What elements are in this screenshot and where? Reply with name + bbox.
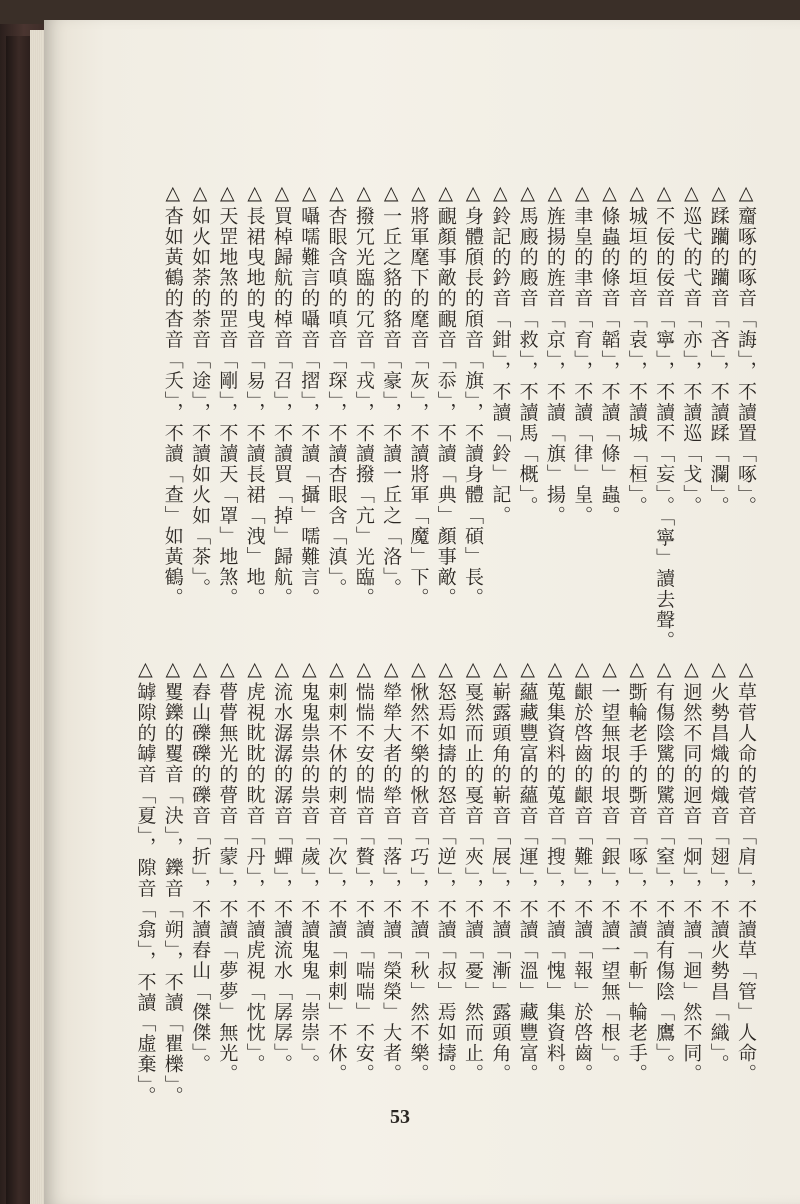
text-line: △嶄露頭角的嶄音「展」，不讀「漸」露頭角。 (489, 658, 512, 1085)
text-line: △刺刺不休的刺音「次」，不讀「剌剌」不休。 (325, 658, 348, 1085)
text-line: △流水潺潺的潺音「蟬」，不讀流水「孱孱」。 (270, 658, 293, 1075)
text-line: △鈴記的鈐音「鉗」，不讀「鈴」記。 (489, 182, 512, 526)
text-line: △條蟲的條音「韜」，不讀「條」蟲。 (598, 182, 621, 526)
text-line: △罅隙的罅音「夏」，隙音「翕」，不讀「虛棄」。 (134, 658, 157, 1107)
text-line: △蒐集資料的蒐音「搜」，不讀「愧」集資料。 (543, 658, 566, 1085)
text-line: △杏眼含嗔的嗔音「琛」，不讀杏眼含「滇」。 (325, 182, 348, 599)
text-line: △惴惴不安的惴音「贅」，不讀「喘喘」不安。 (352, 658, 375, 1085)
text-line: △囁嚅難言的囁音「摺」，不讀「攝」嚅難言。 (298, 182, 321, 609)
top-text-block (113, 182, 759, 651)
text-line: △如火如荼的荼音「途」，不讀如火如「茶」。 (189, 182, 212, 599)
text-line: △馬廄的廄音「救」，不讀馬「概」。 (516, 182, 539, 517)
text-line: △草菅人命的菅音「肩」，不讀草「管」人命。 (735, 658, 757, 1085)
text-line: △巡弋的弋音「亦」，不讀巡「戈」。 (680, 182, 703, 517)
text-line: △齦於啓齒的齦音「難」，不讀「報」於啓齒。 (571, 658, 594, 1085)
text-line: △一望無垠的垠音「銀」，不讀一望無「根」。 (598, 658, 621, 1075)
text-line: △杳如黃鶴的杳音「夭」，不讀「查」如黃鶴。 (161, 182, 184, 609)
text-line: △長裙曳地的曳音「易」，不讀長裙「洩」地。 (243, 182, 266, 609)
text-line: △戛然而止的戛音「夾」，不讀「憂」然而止。 (462, 658, 485, 1085)
page-number: 53 (390, 1106, 410, 1128)
text-line: △蹂躪的躪音「吝」，不讀蹂「瀾」。 (707, 182, 730, 517)
text-line: △愀然不樂的愀音「巧」，不讀「秋」然不樂。 (407, 658, 430, 1085)
text-line: △城垣的垣音「袁」，不讀城「桓」。 (625, 182, 648, 517)
text-line: △靦顏事敵的靦音「忝」，不讀「典」顏事敵。 (434, 182, 457, 609)
text-line: △齏啄的啄音「誨」，不讀置「啄」。 (735, 182, 757, 517)
text-line: △虎視眈眈的眈音「丹」，不讀虎視「忱忱」。 (243, 658, 266, 1075)
text-line: △犖犖大者的犖音「落」，不讀「榮榮」大者。 (380, 658, 403, 1085)
text-line: △身體頎長的頎音「旗」，不讀身體「碩」長。 (462, 182, 485, 609)
bottom-text-block (113, 658, 759, 1107)
text-line: △斲輪老手的斲音「啄」，不讀「斬」輪老手。 (625, 658, 648, 1085)
text-line: △迥然不同的迥音「炯」，不讀「迴」然不同。 (680, 658, 703, 1085)
text-line: △將軍麾下的麾音「灰」，不讀將軍「魔」下。 (407, 182, 430, 609)
text-line: △有傷陰騭的騭音「窒」，不讀有傷陰「鷹」。 (653, 658, 676, 1075)
text-line: △一丘之貉的貉音「豪」，不讀一丘之「洛」。 (380, 182, 403, 599)
text-line: △旌揚的旌音「京」，不讀「旗」揚。 (543, 182, 566, 526)
text-line: △蘊藏豐富的蘊音「運」，不讀「溫」藏豐富。 (516, 658, 539, 1085)
text-line: △聿皇的聿音「育」，不讀「律」皇。 (571, 182, 594, 526)
text-line: △撥冗光臨的冗音「戎」，不讀撥「亢」光臨。 (352, 182, 375, 609)
text-line: △矍鑠的矍音「決」，鑠音「朔」，不讀「瞿櫟」。 (161, 658, 184, 1107)
text-line: △鬼鬼祟祟的祟音「歲」，不讀鬼鬼「崇崇」。 (298, 658, 321, 1075)
text-line: △買棹歸航的棹音「召」，不讀買「掉」歸航。 (270, 182, 293, 609)
text-line: △火勢昌熾的熾音「翅」，不讀火勢昌「織」。 (707, 658, 730, 1075)
text-line: △怒焉如擣的怒音「逆」，不讀「叔」焉如擣。 (434, 658, 457, 1085)
text-line: △瞢瞢無光的瞢音「蒙」，不讀「夢夢」無光。 (216, 658, 239, 1085)
text-line: △天罡地煞的罡音「剛」，不讀天「罩」地煞。 (216, 182, 239, 609)
text-line: △不佞的佞音「寧」，不讀不「妄」。「寧」讀去聲。 (653, 182, 676, 651)
book-spine (6, 36, 33, 1204)
text-line: △舂山礫礫的礫音「折」，不讀舂山「傑傑」。 (189, 658, 212, 1075)
